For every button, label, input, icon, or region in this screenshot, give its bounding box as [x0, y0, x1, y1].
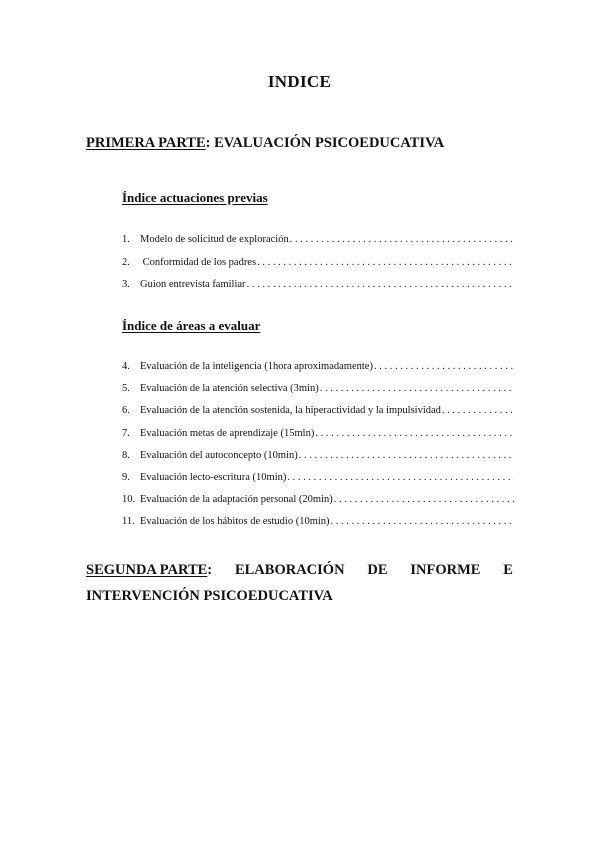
toc-entry-number: 4. [122, 361, 130, 372]
dot-leader [315, 428, 514, 439]
toc-entry-number: 2. [122, 256, 130, 268]
toc-entry-number: 10. [122, 494, 136, 506]
part-one-heading [86, 135, 444, 152]
toc-entry[interactable] [122, 494, 514, 516]
dot-leader [442, 405, 514, 416]
toc-entry-text: Modelo de solicitud de exploración [140, 234, 289, 245]
toc-entry-number: 8. [122, 449, 130, 461]
toc-list-areas [122, 361, 514, 539]
dot-leader [320, 383, 514, 394]
toc-entry[interactable] [122, 472, 514, 494]
part-two-line-2: INTERVENCIÓN PSICOEDUCATIVA [86, 588, 333, 604]
toc-entry[interactable] [122, 450, 514, 472]
part-two-colon: : [207, 562, 213, 578]
toc-entry-text: Evaluación del autoconcepto (10min) [140, 449, 298, 461]
toc-entry-number: 7. [122, 427, 130, 439]
toc-entry-text: Guion entrevista familiar [140, 279, 246, 290]
toc-entry-number: 1. [122, 234, 130, 245]
dot-leader [374, 361, 514, 372]
part-two-label: SEGUNDA PARTE [86, 562, 208, 578]
toc-entry-text: Evaluación de la atención sostenida, la hiperactividad y la impulsividad [140, 405, 441, 417]
toc-entry[interactable] [122, 405, 514, 427]
part-two-word: ELABORACIÓN [234, 562, 345, 578]
toc-entry[interactable] [122, 361, 514, 383]
dot-leader [290, 234, 514, 245]
toc-entry-number: 5. [122, 383, 130, 395]
toc-entry[interactable] [122, 234, 514, 257]
section-areas-heading: Índice de áreas a evaluar [122, 318, 261, 333]
dot-leader [247, 279, 514, 290]
dot-leader [334, 494, 514, 505]
page-title: INDICE [267, 72, 332, 91]
section-previas-heading: Índice actuaciones previas [122, 190, 268, 205]
toc-entry-text: Conformidad de los padres [140, 256, 257, 268]
toc-entry[interactable] [122, 257, 514, 280]
toc-entry-text: Evaluación de la inteligencia (1hora aproximadamente) [140, 361, 373, 372]
toc-entry-text: Evaluación de la adaptación personal (20min) [140, 494, 333, 506]
toc-entry[interactable] [122, 428, 514, 450]
part-two-heading [86, 557, 513, 609]
toc-entry-number: 11. [122, 516, 135, 528]
toc-entry-number: 3. [122, 279, 130, 290]
toc-list-previas [122, 234, 514, 302]
toc-entry[interactable] [122, 279, 514, 302]
toc-entry-text: Evaluación de los hábitos de estudio (10min) [140, 516, 330, 528]
toc-entry-text: Evaluación metas de aprendizaje (15min) [140, 427, 315, 439]
dot-leader [257, 257, 514, 268]
toc-entry[interactable] [122, 516, 514, 538]
toc-entry-number: 6. [122, 405, 130, 417]
dot-leader [299, 450, 514, 461]
part-two-word: INFORME [410, 562, 481, 578]
part-one-label: PRIMERA PARTE [86, 135, 206, 151]
part-one-subtitle: : EVALUACIÓN PSICOEDUCATIVA [205, 135, 445, 151]
part-two-word: E [503, 562, 513, 578]
toc-entry-text: Evaluación lecto-escritura (10min) [140, 471, 287, 483]
toc-entry-text: Evaluación de la atención selectiva (3min) [140, 383, 319, 395]
dot-leader [331, 516, 514, 527]
part-two-line-1 [86, 557, 513, 583]
toc-entry-number: 9. [122, 471, 130, 483]
toc-entry[interactable] [122, 383, 514, 405]
part-two-word: DE [367, 562, 388, 578]
dot-leader [287, 472, 514, 483]
